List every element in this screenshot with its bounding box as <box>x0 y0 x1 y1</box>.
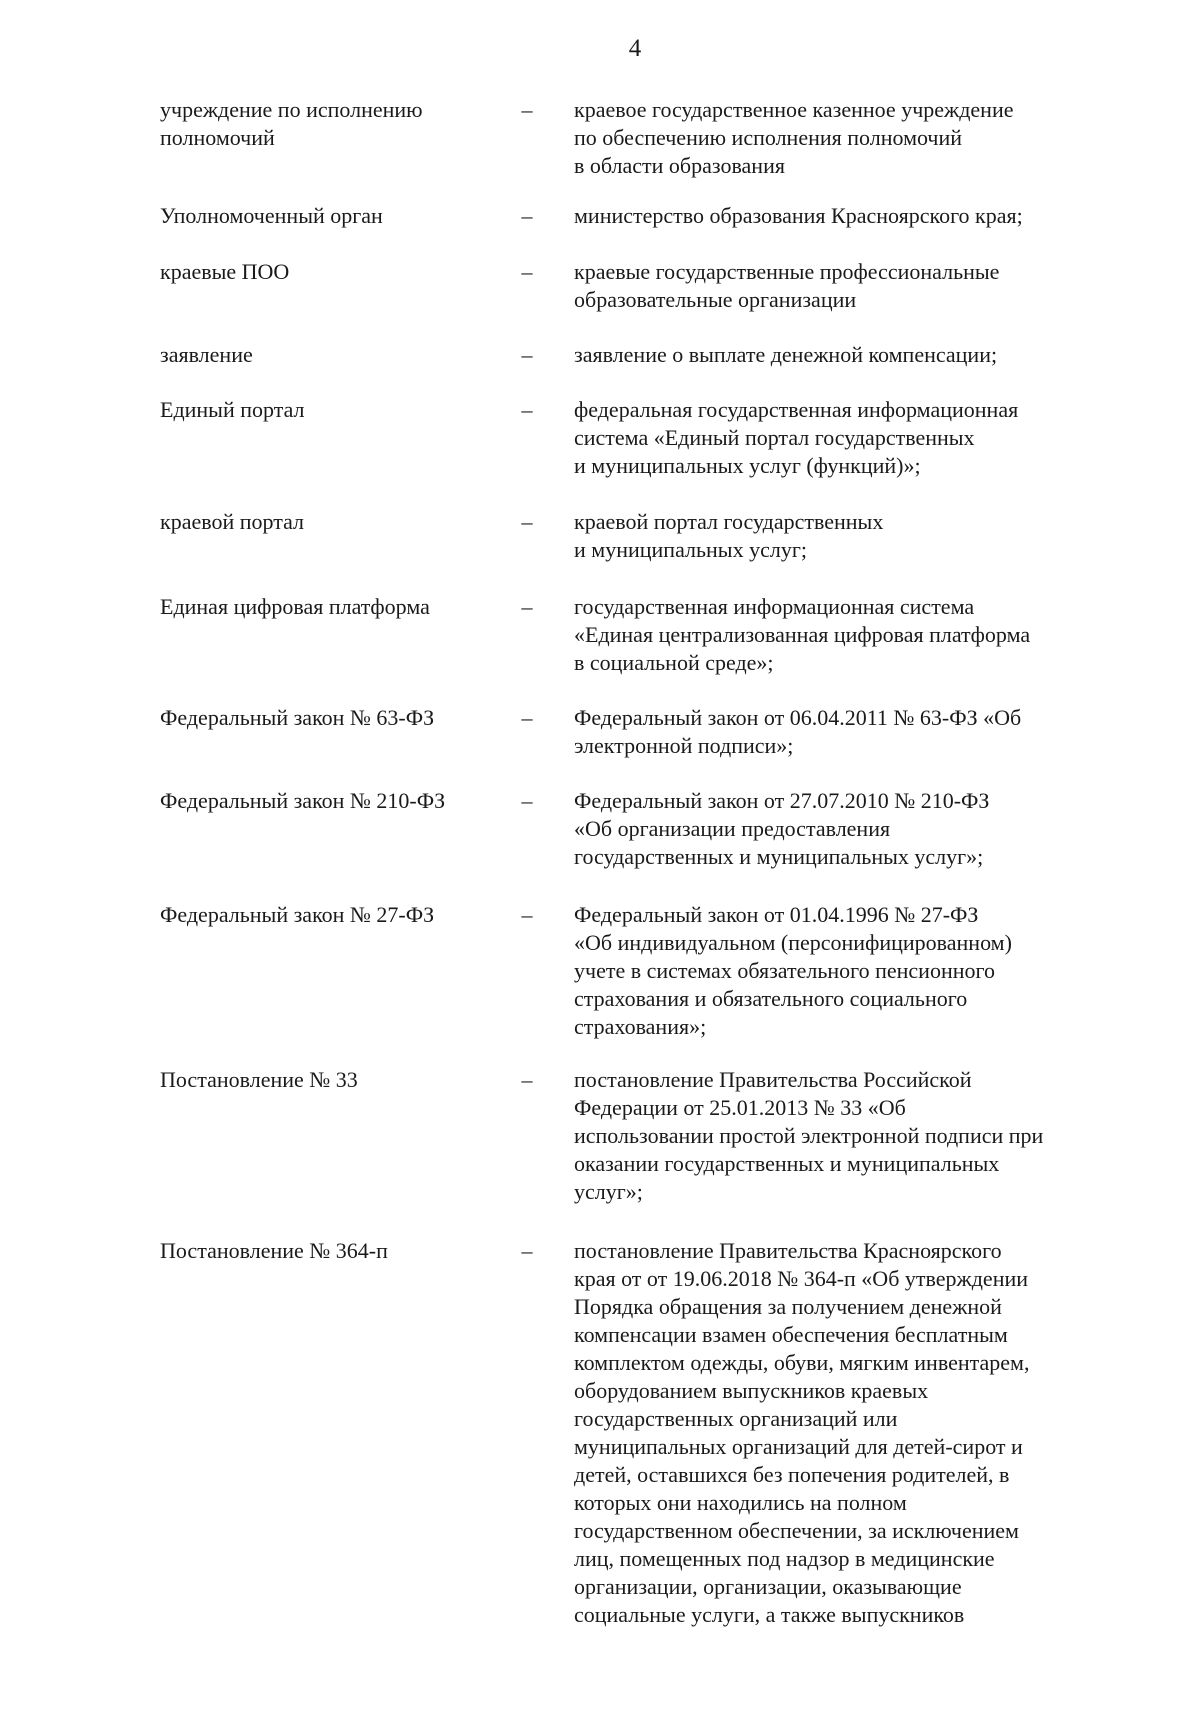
definition: государственная информационная система «Единая централизованная цифровая платформа в социальной среде»; <box>574 594 1031 675</box>
dash: – <box>521 1067 533 1092</box>
term: краевой портал <box>160 509 305 534</box>
dash: – <box>521 509 533 534</box>
dash: – <box>521 1238 533 1263</box>
definition: федеральная государственная информационная система «Единый портал государственных и муниципальных услуг (функций)»; <box>574 397 1019 478</box>
dash: – <box>521 788 533 813</box>
term: Постановление № 364-п <box>160 1238 388 1263</box>
definition: Федеральный закон от 06.04.2011 № 63-ФЗ «Об электронной подписи»; <box>574 705 1022 758</box>
term: учреждение по исполнению полномочий <box>160 97 423 150</box>
dash: – <box>521 705 533 730</box>
definition: постановление Правительства Российской Федерации от 25.01.2013 № 33 «Об использовании простой электронной подписи при оказании государственных и муниципальных услуг»; <box>574 1067 1044 1204</box>
term: Федеральный закон № 63-ФЗ <box>160 705 435 730</box>
dash: – <box>521 594 533 619</box>
definition: заявление о выплате денежной компенсации; <box>574 342 998 367</box>
definition: постановление Правительства Красноярского края от от 19.06.2018 № 364-п «Об утверждении Порядка обращения за получением денежной компенсации взамен обеспечения бесплатным комплектом одежды, обуви, мягким инвентарем, оборудованием выпускников краевых государственных организаций или муниципальных организаций для детей-сирот и детей, оставшихся без попечения родителей, в которых они находились на полном государственном обеспечении, за исключением лиц, помещенных под надзор в медицинские организации, организации, оказывающие социальные услуги, а также выпускников <box>574 1238 1030 1627</box>
page-number: 4 <box>628 35 642 62</box>
term: краевые ПОО <box>160 259 290 284</box>
term: заявление <box>160 342 253 367</box>
term: Единая цифровая платформа <box>160 594 430 619</box>
term: Единый портал <box>160 397 305 422</box>
term: Федеральный закон № 210-ФЗ <box>160 788 446 813</box>
definition: краевой портал государственных и муниципальных услуг; <box>574 509 884 562</box>
dash: – <box>521 397 533 422</box>
dash: – <box>521 259 533 284</box>
term: Постановление № 33 <box>160 1067 358 1092</box>
dash: – <box>521 97 533 122</box>
dash: – <box>521 902 533 927</box>
dash: – <box>521 342 533 367</box>
dash: – <box>521 203 533 228</box>
definition: краевые государственные профессиональные образовательные организации <box>574 259 1000 312</box>
definition: краевое государственное казенное учреждение по обеспечению исполнения полномочий в области образования <box>574 97 1014 178</box>
term: Уполномоченный орган <box>160 203 383 228</box>
definition: Федеральный закон от 01.04.1996 № 27-ФЗ «Об индивидуальном (персонифицированном) учете в системах обязательного пенсионного страхования и обязательного социального страхования»; <box>574 902 1012 1039</box>
term: Федеральный закон № 27-ФЗ <box>160 902 435 927</box>
definition: Федеральный закон от 27.07.2010 № 210-ФЗ «Об организации предоставления государственных и муниципальных услуг»; <box>574 788 990 869</box>
definition: министерство образования Красноярского края; <box>574 203 1023 228</box>
